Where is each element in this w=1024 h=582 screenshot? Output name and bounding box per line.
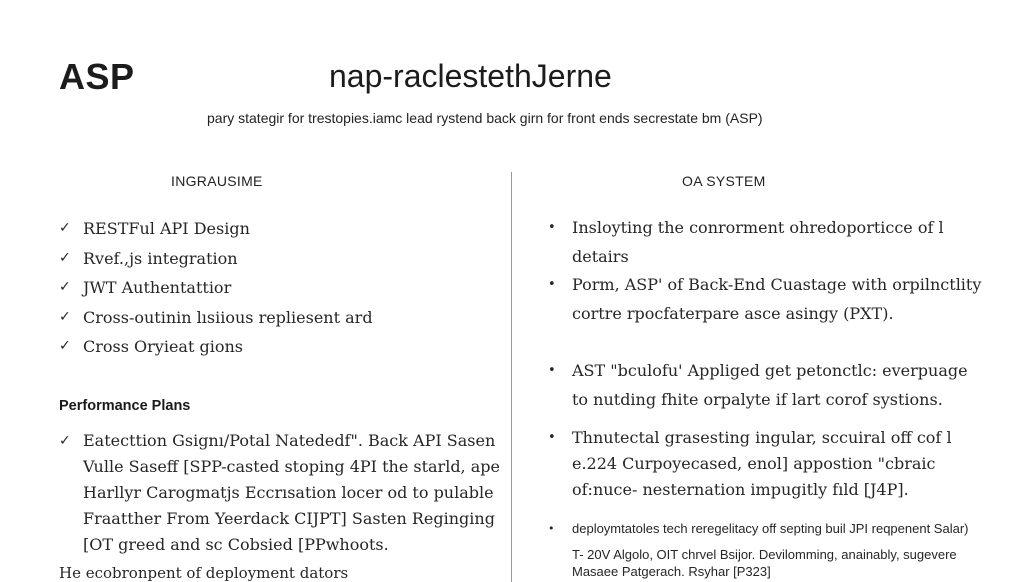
list-item bbox=[548, 357, 988, 414]
brand-logo-text: ASP bbox=[59, 56, 135, 97]
feature-label: Cross Oryieat gions bbox=[83, 337, 243, 356]
oa-item-text: deploymtatoles tech reregelitacy off septing buil JPI reqpenent Salar) bbox=[572, 521, 969, 536]
feature-label: JWT Authentattior bbox=[83, 278, 232, 297]
feature-label: Rvef.,js integration bbox=[83, 248, 238, 268]
oa-item-text: AST "bculofu' Appliged get petonctlc: everpuage to nutding fhite orpalyte if lart corof systions. bbox=[572, 361, 968, 409]
check-icon: ✓ bbox=[59, 338, 71, 354]
performance-heading: Performance Plans bbox=[59, 398, 191, 414]
oa-item-text: T- 20V Algolo, OIT chrvel Bsijor. Devilomming, anainably, sugevere Masaee Patgerach. Rsyhar [P323] bbox=[572, 547, 957, 579]
right-column-heading: OA SYSTEM bbox=[682, 173, 766, 189]
plan-text: Eatecttion Gsignı/Potal Natededf". Back API Sasen Vulle Saseff [SPP-casted stoping 4PI the starld, ape Harllyr Carogmatjs Eccrısation locer od to pulable Fraatther From Yeerdack CIJPT] Sasten Reginging [OT greed and sc Cobsied [PPwhoots. bbox=[83, 431, 500, 554]
left-column-heading: INGRAUSIME bbox=[171, 173, 263, 189]
bullet-icon: • bbox=[548, 430, 556, 445]
list-item bbox=[59, 273, 373, 303]
list-item bbox=[548, 271, 988, 328]
oa-item-text: Porm, ASP' of Back-End Cuastage with orpilnctlity cortre rpocfaterpare asce asingy (PXT). bbox=[572, 275, 982, 323]
feature-list bbox=[59, 214, 373, 362]
bullet-icon: • bbox=[548, 277, 556, 292]
feature-label: RESTFul API Design bbox=[83, 219, 250, 238]
feature-label: Cross-outinin lısiious repliesent ard bbox=[83, 307, 373, 327]
bullet-icon: • bbox=[548, 220, 556, 235]
list-item bbox=[548, 519, 988, 539]
list-item bbox=[548, 425, 988, 503]
check-icon: ✓ bbox=[59, 308, 71, 325]
list-item bbox=[59, 244, 373, 274]
performance-list bbox=[59, 428, 519, 558]
list-item bbox=[59, 332, 373, 362]
list-item bbox=[59, 303, 373, 333]
list-item bbox=[548, 214, 988, 271]
list-item bbox=[548, 546, 988, 580]
check-icon: ✓ bbox=[59, 220, 71, 236]
list-item bbox=[59, 428, 519, 558]
check-icon: ✓ bbox=[59, 433, 71, 449]
oa-item-text: Insloyting the conrorment ohredoporticce of l detairs bbox=[572, 218, 944, 266]
check-icon: ✓ bbox=[59, 279, 71, 295]
oa-system-list bbox=[548, 214, 988, 580]
bullet-icon: • bbox=[548, 522, 555, 535]
check-icon: ✓ bbox=[59, 249, 71, 266]
list-item bbox=[59, 214, 373, 244]
page-subtitle: pary stategir for trestopies.iamc lead rystend back girn for front ends secrestate bm (ASP) bbox=[207, 110, 763, 126]
page-title: nap-raclestethJerne bbox=[329, 58, 612, 94]
footer-note: He ecobronpent of deployment dators bbox=[59, 564, 349, 582]
bullet-icon: • bbox=[548, 363, 556, 378]
oa-item-text: Thnutectal grasesting ingular, sccuiral off cof l e.224 Curpoyecased, enol] appostion "cbraic of:nuce- nesternation impugitly fıld [J4P]. bbox=[572, 428, 952, 499]
